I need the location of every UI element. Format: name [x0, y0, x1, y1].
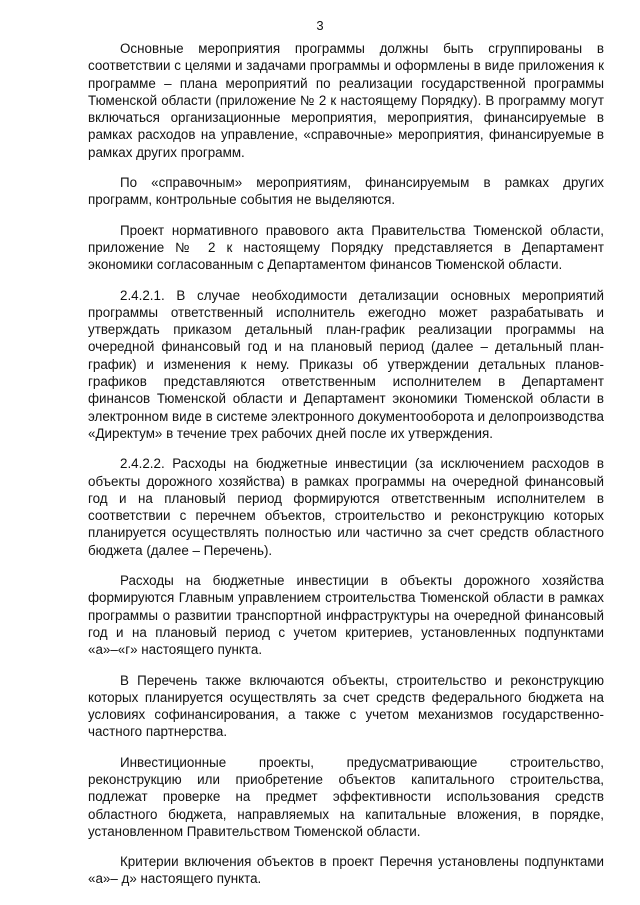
- paragraph-reference-activities: По «справочным» мероприятиям, финансируемым в рамках других программ, контрольные события не выделяются.: [88, 175, 604, 208]
- paragraph-road-investments: Расходы на бюджетные инвестиции в объекты дорожного хозяйства формируются Главным управлением строительства Тюменской области в рамках программы о развитии транспортной инфраструктуры на очередной финансовый год и на плановый период с учетом критериев, установленных подпунктами «а»–«г» настоящего пункта.: [88, 573, 604, 658]
- paragraph-inclusion-criteria: Критерии включения объектов в проект Перечня установлены подпунктами «а»– д» настоящего пункта.: [88, 854, 604, 887]
- paragraph-main-activities: Основные мероприятия программы должны быть сгруппированы в соответствии с целями и задачами программы и оформлены в виде приложения к программе – плана мероприятий по реализации государственной программы Тюменской области (приложение № 2 к настоящему Порядку). В программу могут включаться организационные мероприятия, мероприятия, финансируемые в рамках расходов на управление, «справочные» мероприятия, финансируемые в рамках других программ.: [88, 41, 604, 160]
- paragraph-2-4-2-2: 2.4.2.2. Расходы на бюджетные инвестиции (за исключением расходов в объекты дорожного хозяйства) в рамках программы на очередной финансовый год и на плановый период формируются ответственным исполнителем в соответствии с перечнем объектов, строительство и реконструкцию которых планируется осуществлять полностью или частично за счет средств областного бюджета (далее – Перечень).: [88, 456, 604, 558]
- paragraph-2-4-2-1: 2.4.2.1. В случае необходимости детализации основных мероприятий программы ответственный исполнитель ежегодно может разрабатывать и утверждать приказом детальный план-график реализации программы на очередной финансовый год и на плановый период (далее – детальный план-график) и изменения к нему. Приказы об утверждении детальных планов-графиков представляются ответственным исполнителем в Департамент финансов Тюменской области и Департамент экономики Тюменской области в электронном виде в системе электронного документооборота и делопроизводства «Директум» в течение трех рабочих дней после их утверждения.: [88, 287, 604, 441]
- page-number: 3: [316, 18, 324, 33]
- paragraph-draft-act: Проект нормативного правового акта Правительства Тюменской области, приложение № 2 к настоящему Порядку представляется в Департамент экономики согласованным с Департаментом финансов Тюменской области.: [88, 222, 604, 273]
- paragraph-investment-projects: Инвестиционные проекты, предусматривающие строительство, реконструкцию или приобретение объектов капитального строительства, подлежат проверке на предмет эффективности использования средств областного бюджета, направляемых на капитальные вложения, в порядке, установленном Правительством Тюменской области.: [88, 754, 604, 839]
- document-body: [88, 40, 604, 901]
- paragraph-federal-cofinancing: В Перечень также включаются объекты, строительство и реконструкцию которых планируется осуществлять за счет средств федерального бюджета на условиях софинансирования, а также с учетом механизмов государственно-частного партнерства.: [88, 672, 604, 740]
